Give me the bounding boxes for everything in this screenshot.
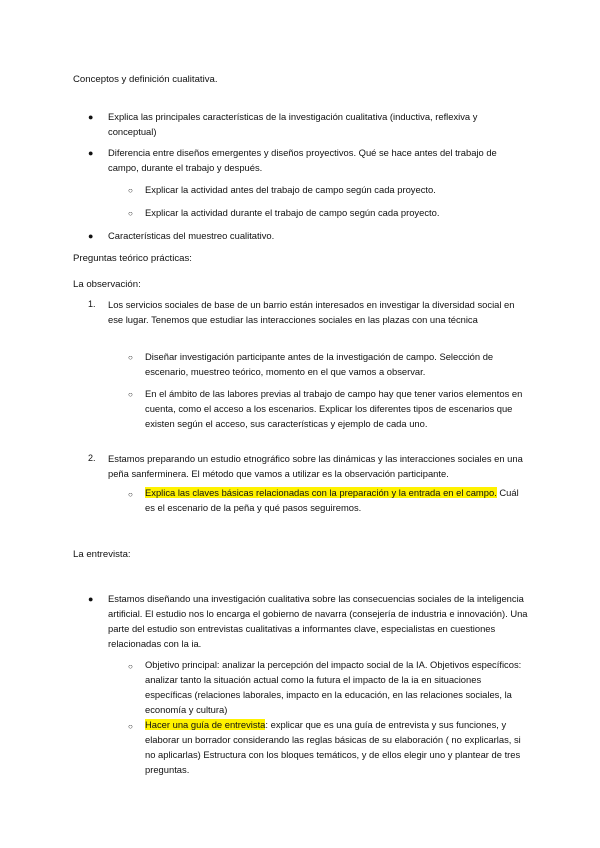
bullet-icon: ● [88, 231, 94, 241]
list-subitem: Diseñar investigación participante antes de la investigación de campo. Selección de escenario, muestreo teórico, momento en el que vamos a observar. [145, 351, 494, 377]
circle-bullet-icon: ○ [128, 353, 133, 362]
bullet-icon: ● [88, 112, 94, 122]
page-title: Conceptos y definición cualitativa. [73, 74, 218, 85]
numbered-item: Estamos preparando un estudio etnográfico sobre las dinámicas y las interacciones sociales en una peña sanferminera. El método que vamos a utilizar es la observación participante. [108, 453, 523, 479]
numbered-item: Los servicios sociales de base de un barrio están interesados en investigar la diversidad social en ese lugar. Tenemos que estudiar las interacciones sociales en las plazas con una técnica [108, 299, 515, 325]
circle-bullet-icon: ○ [128, 209, 133, 218]
circle-bullet-icon: ○ [128, 390, 133, 399]
highlighted-text: Hacer una guía de entrevista [145, 719, 266, 730]
list-subitem: Explicar la actividad antes del trabajo de campo según cada proyecto. [145, 184, 436, 195]
bullet-icon: ● [88, 594, 94, 604]
list-subitem [145, 717, 530, 777]
circle-bullet-icon: ○ [128, 722, 133, 731]
highlighted-text: Explica las claves básicas relacionadas con la preparación y la entrada en el campo. [145, 487, 497, 498]
list-item: Explica las principales características de la investigación cualitativa (inductiva, reflexiva y conceptual) [108, 111, 478, 137]
list-subitem: Objetivo principal: analizar la percepción del impacto social de la IA. Objetivos específicos: analizar tanto la situación actual como la futura el impacto de la ia en situaciones específicas (relaciones laborales, impacto en la educación, en las relaciones sociales, la economía y cultura) [145, 659, 522, 715]
list-subitem: Explicar la actividad durante el trabajo de campo según cada proyecto. [145, 207, 440, 218]
section-heading: Preguntas teórico prácticas: [73, 253, 192, 264]
list-number: 1. [88, 299, 96, 309]
list-item: Características del muestreo cualitativo. [108, 230, 275, 241]
circle-bullet-icon: ○ [128, 662, 133, 671]
subitem-text: : explicar que es una guía de entrevista y sus funciones, y elaborar un borrador considerando las reglas básicas de su elaboración ( no explicarlas, si no aplicarlas) Estructura con los bloques temáticos, y de ellos elegir uno y plantear de tres preguntas. [145, 719, 521, 775]
circle-bullet-icon: ○ [128, 490, 133, 499]
subitem-text: Cuál es el escenario de la peña y qué pasos seguiremos. [145, 487, 519, 513]
list-subitem: En el ámbito de las labores previas al trabajo de campo hay que tener varios elementos en cuenta, como el acceso a los escenarios. Explicar los diferentes tipos de escenarios que existen según el acceso, sus características y ejemplo de cada uno. [145, 388, 523, 429]
section-heading: La entrevista: [73, 549, 131, 560]
list-item: Diferencia entre diseños emergentes y diseños proyectivos. Qué se hace antes del trabajo de campo, durante el trabajo y después. [108, 147, 497, 173]
list-item: Estamos diseñando una investigación cualitativa sobre las consecuencias sociales de la inteligencia artificial. El estudio nos lo encarga el gobierno de navarra (consejería de industria e innovación). Una parte del estudio son entrevistas cualitativas a informantes clave, especialistas en cuestiones relacionadas con la ia. [108, 593, 528, 649]
section-heading: La observación: [73, 279, 141, 290]
list-number: 2. [88, 453, 96, 463]
list-subitem [145, 485, 530, 515]
bullet-icon: ● [88, 148, 94, 158]
circle-bullet-icon: ○ [128, 186, 133, 195]
